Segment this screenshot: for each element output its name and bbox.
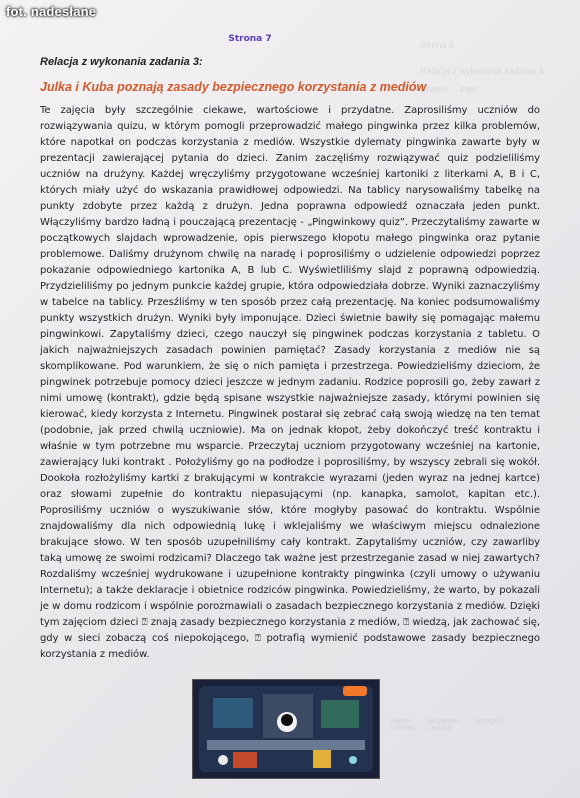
photo-caption: fot. nadesłane <box>6 4 97 19</box>
show-through-text-bottom: zajęciu ...... pingwinek ...... rodzicami ...... kontrakt ...... zasady <box>390 718 518 732</box>
penguin-illustration <box>192 679 380 779</box>
body-paragraph: Te zajęcia były szczególnie ciekawe, wartościowe i przydatne. Zaprosiliśmy uczniów do rozwiązywania quizu, w którym pomogli przeprowadzić małego pingwinka przez kilka problemów, które napotkał on podczas korzystania z mediów. Wszystkie dylematy pingwinka zawarte były w prezentacji zawierającej pytania do dzieci. Zanim zaczęliśmy rozwiązywać quiz podzieliliśmy uczniów na drużyny. Każdej wręczyliśmy przygotowane wcześniej kartoniki z literkami A, B i C, których miały użyć do wskazania prawidłowej odpowiedzi. Na tablicy narysowaliśmy tabelkę na punkty zdobyte przez każdą z drużyn. Jedna poprawna odpowiedź oznaczała jeden punkt. Włączyliśmy bardzo ładną i pouczającą prezentację - „Pingwinkowy quiz”. Przeczytaliśmy zawarte w początkowych slajdach wprowadzenie, opis pierwszego kłopotu małego pingwinka oraz pytanie problemowe. Daliśmy drużynom chwilę na naradę i poprosiliśmy o udzielenie odpowiedzi poprzez pokazanie odpowiedniego kartonika A, B lub C. Wyświetliliśmy slajd z poprawną odpowiedzią. Przydzieliliśmy po jednym punkcie każdej grupie, która odpowiedziała dobrze. Wyniki zaznaczyliśmy w tabelce na tablicy. Przesźliśmy w ten sposób przez całą prezentację. Na koniec podsumowaliśmy punkty wszystkich drużyn. Wyniki były imponujące. Dzieci świetnie bawiły się pomagając małemu pingwinkowi. Zapytaliśmy dzieci, czego nauczył się pingwinek podczas korzystania z tabletu. O jakich najważniejszych zasadach powinien pamiętać? Zasady korzystania z mediów nie są skomplikowane. Pod warunkiem, że się o nich pamięta i przestrzega. Powiedzieliśmy dzieciom, że pingwinek potrzebuje pomocy dzieci jeszcze w jednym zadaniu. Rodzice poprosili go, żeby zawarł z nimi umowę (kontrakt), gdzie będą spisane wszystkie najważniejsze zasady, którymi powinien się kierować, kiedy korzysta z Internetu. Pingwinek postarał się zebrać całą swoją wiedzę na ten temat (podobnie, jak przed chwilą uczniowie). Ma on jednak kłopot, żeby dokończyć treść kontraktu i właśnie w tym potrzebne mu wsparcie. Przeczytaj uczniom przygotowany wcześniej na kartonie, zawierający luki kontrakt . Położyliśmy go na podłodze i poprosiliśmy, by wszyscy zebrali się wokół. Dookoła rozłożyliśmy kartki z brakującymi w kontrakcie wyrazami (jeden wyraz na jednej kartce) oraz słowami zupełnie do kontraktu niepasującymi (np. kanapka, samolot, kapitan etc.). Poprosiliśmy uczniów o wyszukiwanie słów, które mogłyby pasować do kontraktu. Wspólnie znajdowaliśmy dla nich odpowiednią lukę i wklejaliśmy we właściwym miejscu odnalezione brakujące słowo. W ten sposób uzupełniliśmy cały kontrakt. Zapytaliśmy uczniów, czy zawarliby taką umowę ze swoimi rodzicami? Dlaczego tak ważne jest przestrzeganie zasad w niej zawartych? Rozdaliśmy wcześniej wydrukowane i uzupełnione kontrakty pingwinka (czyli umowy o używaniu Internetu); a także deklaracje i obietnice rodziców pingwinka. Powiedzieliśmy, że warto, by pokazali je w domu rodzicom i wspólnie porozmawiali o zasadach bezpiecznego korzystania z mediów. Dzięki tym zajęciom dzieci ⍰ znają zasady bezpiecznego korzystania z mediów, ⍰ wiedzą, jak zachować się, gdy w sieci zobaczą coś niepokojącego, ⍰ potrafią wymienić podstawowe zasady bezpiecznego korzystania z mediów. <box>40 105 540 660</box>
page-header: Strona 7 <box>228 34 272 44</box>
report-heading: Relacja z wykonania zadania 3: <box>40 56 203 68</box>
document-title: Julka i Kuba poznają zasady bezpiecznego korzystania z mediów <box>40 80 427 94</box>
